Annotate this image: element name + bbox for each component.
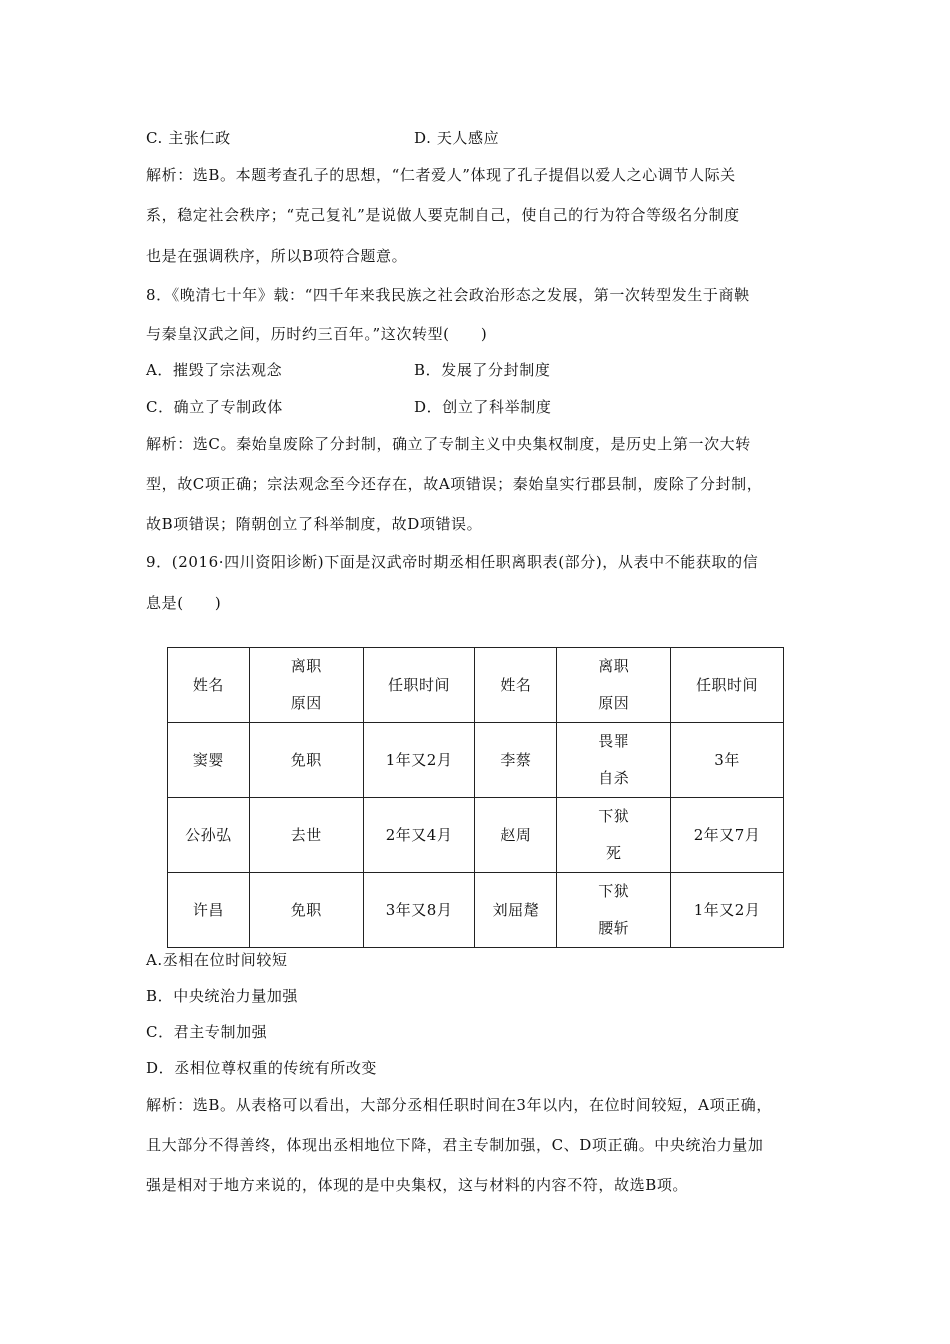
cell-text-line: 死	[605, 844, 622, 862]
table-header-cell: 任职时间	[671, 648, 784, 723]
table-row	[168, 798, 784, 873]
analysis-line: 解析：选B。从表格可以看出，大部分丞相任职时间在3年以内，在位时间较短，A项正确，	[146, 1096, 773, 1114]
analysis-line: 解析：选B。本题考查孔子的思想，“仁者爱人”体现了孔子提倡以爱人之心调节人际关	[146, 166, 736, 184]
table-header-row	[168, 648, 784, 723]
cell-text-line: 下狱	[598, 882, 630, 900]
analysis-line: 强是相对于地方来说的，体现的是中央集权，这与材料的内容不符，故选B项。	[146, 1176, 689, 1194]
option-c: C．君主专制加强	[146, 1023, 268, 1041]
analysis-line: 型，故C项正确；宗法观念至今还存在，故A项错误；秦始皇实行郡县制，废除了分封制，	[146, 475, 763, 493]
analysis-line: 也是在强调秩序，所以B项符合题意。	[146, 247, 408, 265]
cell-text-line: 下狱	[598, 807, 630, 825]
table-cell: 公孙弘	[168, 798, 250, 873]
question-stem: 9．(2016·四川资阳诊断)下面是汉武帝时期丞相任职离职表(部分)，从表中不能获取的信	[146, 553, 759, 571]
chancellor-table	[167, 647, 784, 948]
table-row	[168, 873, 784, 948]
table-row	[168, 723, 784, 798]
cell-text-line: 离职	[598, 657, 630, 675]
cell-text-line: 腰斩	[598, 919, 630, 937]
table-cell: 免职	[249, 723, 363, 798]
option-b: B．中央统治力量加强	[146, 987, 299, 1005]
table-cell: 去世	[249, 798, 363, 873]
table-header-cell	[557, 648, 671, 723]
table-header-cell	[249, 648, 363, 723]
table-cell	[557, 798, 671, 873]
option-d: D．创立了科举制度	[414, 398, 552, 416]
option-a: A．摧毁了宗法观念	[146, 361, 283, 379]
table-cell: 2年又4月	[363, 798, 475, 873]
table-cell: 3年又8月	[363, 873, 475, 948]
table-header-cell: 姓名	[168, 648, 250, 723]
table-cell: 1年又2月	[363, 723, 475, 798]
table-cell: 赵周	[475, 798, 557, 873]
option-b: B．发展了分封制度	[414, 361, 551, 379]
question-stem: 8．《晚清七十年》载：“四千年来我民族之社会政治形态之发展，第一次转型发生于商鞅	[146, 286, 750, 304]
option-c: C. 主张仁政	[146, 129, 231, 147]
analysis-line: 系，稳定社会秩序；“克己复礼”是说做人要克制自己，使自己的行为符合等级名分制度	[146, 206, 740, 224]
option-a: A.丞相在位时间较短	[146, 951, 288, 969]
table-cell: 许昌	[168, 873, 250, 948]
table-cell: 窦婴	[168, 723, 250, 798]
table-cell: 1年又2月	[671, 873, 784, 948]
table-header-cell: 姓名	[475, 648, 557, 723]
cell-text-line: 自杀	[598, 769, 630, 787]
question-stem: 息是( )	[146, 594, 222, 612]
option-d: D．丞相位尊权重的传统有所改变	[146, 1059, 378, 1077]
table-cell: 3年	[671, 723, 784, 798]
option-c: C．确立了专制政体	[146, 398, 283, 416]
question-stem: 与秦皇汉武之间，历时约三百年。”这次转型( )	[146, 325, 488, 343]
analysis-line: 故B项错误；隋朝创立了科举制度，故D项错误。	[146, 515, 483, 533]
table-cell: 刘屈氂	[475, 873, 557, 948]
cell-text-line: 畏罪	[598, 732, 630, 750]
table-cell: 李蔡	[475, 723, 557, 798]
analysis-line: 且大部分不得善终，体现出丞相地位下降，君主专制加强，C、D项正确。中央统治力量加	[146, 1136, 764, 1154]
table-cell: 2年又7月	[671, 798, 784, 873]
analysis-line: 解析：选C。秦始皇废除了分封制，确立了专制主义中央集权制度，是历史上第一次大转	[146, 435, 751, 453]
table-cell	[557, 723, 671, 798]
cell-text-line: 原因	[290, 694, 322, 712]
table-cell: 免职	[249, 873, 363, 948]
option-d: D. 天人感应	[414, 129, 500, 147]
table-cell	[557, 873, 671, 948]
table-header-cell: 任职时间	[363, 648, 475, 723]
cell-text-line: 离职	[290, 657, 322, 675]
cell-text-line: 原因	[598, 694, 630, 712]
